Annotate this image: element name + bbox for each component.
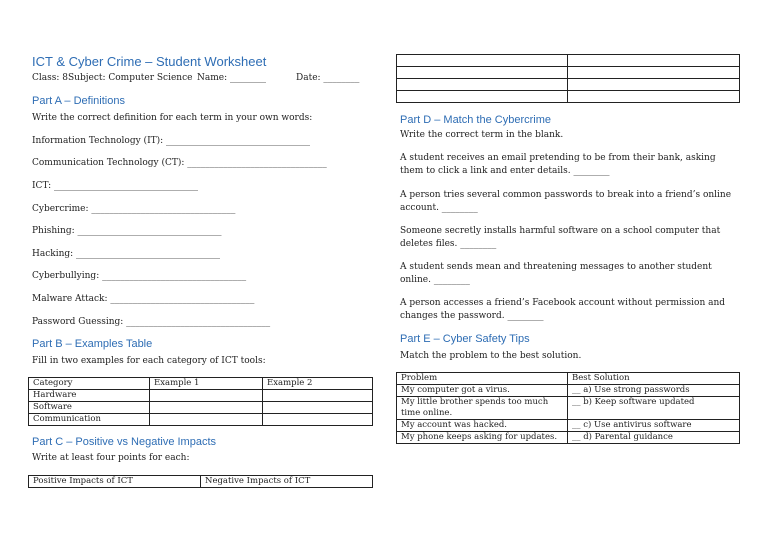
scenario-item: A person accesses a friend’s Facebook account without permission and changes the password. ________ — [400, 298, 726, 321]
date-field: Date: ________ — [296, 73, 360, 83]
table-header-row — [397, 373, 740, 385]
scenario-item: A person tries several common passwords to break into a friend’s online account. ________ — [400, 190, 732, 213]
part-d-instruction: Write the correct term in the blank. — [400, 130, 564, 140]
table-row — [397, 55, 740, 67]
name-field: Name: ________ — [197, 73, 266, 83]
definition-item: Phishing: ________________________________ — [32, 226, 222, 236]
table-row — [397, 397, 740, 420]
part-b-heading: Part B – Examples Table — [32, 338, 153, 350]
definition-item: Malware Attack: ________________________________ — [32, 294, 255, 304]
part-c-instruction: Write at least four points for each: — [32, 453, 190, 463]
answer-cell[interactable] — [150, 390, 263, 402]
table-header-cell: Positive Impacts of ICT — [29, 476, 201, 488]
problem-cell: My account was hacked. — [397, 420, 568, 432]
problem-cell: My computer got a virus. — [397, 385, 568, 397]
blank-table — [396, 54, 740, 103]
part-d-heading: Part D – Match the Cybercrime — [400, 114, 551, 126]
table-header-cell: Best Solution — [568, 373, 740, 385]
part-a-heading: Part A – Definitions — [32, 95, 125, 107]
solution-cell[interactable]: __ b) Keep software updated — [568, 397, 740, 420]
table-header-cell: Example 1 — [150, 378, 263, 390]
solution-cell[interactable]: __ a) Use strong passwords — [568, 385, 740, 397]
problem-cell: My little brother spends too much time online. — [397, 397, 568, 420]
answer-cell[interactable] — [568, 91, 740, 103]
table-row — [29, 414, 373, 426]
table-header-cell: Problem — [397, 373, 568, 385]
definition-item: Communication Technology (CT): _______________________________ — [32, 158, 327, 168]
answer-cell[interactable] — [397, 67, 568, 79]
solution-cell[interactable]: __ d) Parental guidance — [568, 432, 740, 444]
table-header-cell: Negative Impacts of ICT — [201, 476, 373, 488]
part-a-instruction: Write the correct definition for each term in your own words: — [32, 113, 313, 123]
table-row — [397, 67, 740, 79]
answer-cell[interactable] — [263, 402, 373, 414]
solution-cell[interactable]: __ c) Use antivirus software — [568, 420, 740, 432]
answer-cell[interactable] — [263, 390, 373, 402]
table-row — [29, 390, 373, 402]
examples-table — [28, 377, 373, 426]
answer-cell[interactable] — [397, 91, 568, 103]
answer-cell[interactable] — [263, 414, 373, 426]
answer-cell[interactable] — [568, 79, 740, 91]
table-header-cell: Example 2 — [263, 378, 373, 390]
worksheet-title: ICT & Cyber Crime – Student Worksheet — [32, 54, 267, 69]
answer-cell[interactable] — [150, 402, 263, 414]
table-header-row — [29, 476, 373, 488]
table-header-row — [29, 378, 373, 390]
table-row — [29, 402, 373, 414]
definition-item: Cyberbullying: ________________________________ — [32, 271, 247, 281]
answer-cell[interactable] — [397, 79, 568, 91]
definition-item: Password Guessing: ________________________________ — [32, 317, 271, 327]
problem-cell: My phone keeps asking for updates. — [397, 432, 568, 444]
part-c-heading: Part C – Positive vs Negative Impacts — [32, 436, 217, 448]
table-row — [397, 79, 740, 91]
category-cell: Software — [29, 402, 150, 414]
definition-item: ICT: ________________________________ — [32, 181, 199, 191]
table-header-cell: Category — [29, 378, 150, 390]
class-subject: Class: 8Subject: Computer Science — [32, 73, 193, 83]
category-cell: Communication — [29, 414, 150, 426]
part-b-instruction: Fill in two examples for each category of ICT tools: — [32, 356, 266, 366]
table-row — [397, 91, 740, 103]
answer-cell[interactable] — [568, 55, 740, 67]
definition-item: Cybercrime: ________________________________ — [32, 204, 236, 214]
scenario-item: Someone secretly installs harmful software on a school computer that deletes files. ________ — [400, 226, 721, 249]
definition-item: Information Technology (IT): ________________________________ — [32, 136, 311, 146]
part-e-heading: Part E – Cyber Safety Tips — [400, 333, 530, 345]
scenario-item: A student sends mean and threatening messages to another student online. ________ — [400, 262, 712, 285]
definition-item: Hacking: ________________________________ — [32, 249, 221, 259]
category-cell: Hardware — [29, 390, 150, 402]
impacts-table — [28, 475, 373, 488]
safety-tips-table — [396, 372, 740, 444]
table-row — [397, 420, 740, 432]
answer-cell[interactable] — [397, 55, 568, 67]
answer-cell[interactable] — [150, 414, 263, 426]
answer-cell[interactable] — [568, 67, 740, 79]
scenario-item: A student receives an email pretending to be from their bank, asking them to click a link and enter details. ________ — [400, 153, 716, 176]
part-e-instruction: Match the problem to the best solution. — [400, 351, 582, 361]
table-row — [397, 432, 740, 444]
table-row — [397, 385, 740, 397]
